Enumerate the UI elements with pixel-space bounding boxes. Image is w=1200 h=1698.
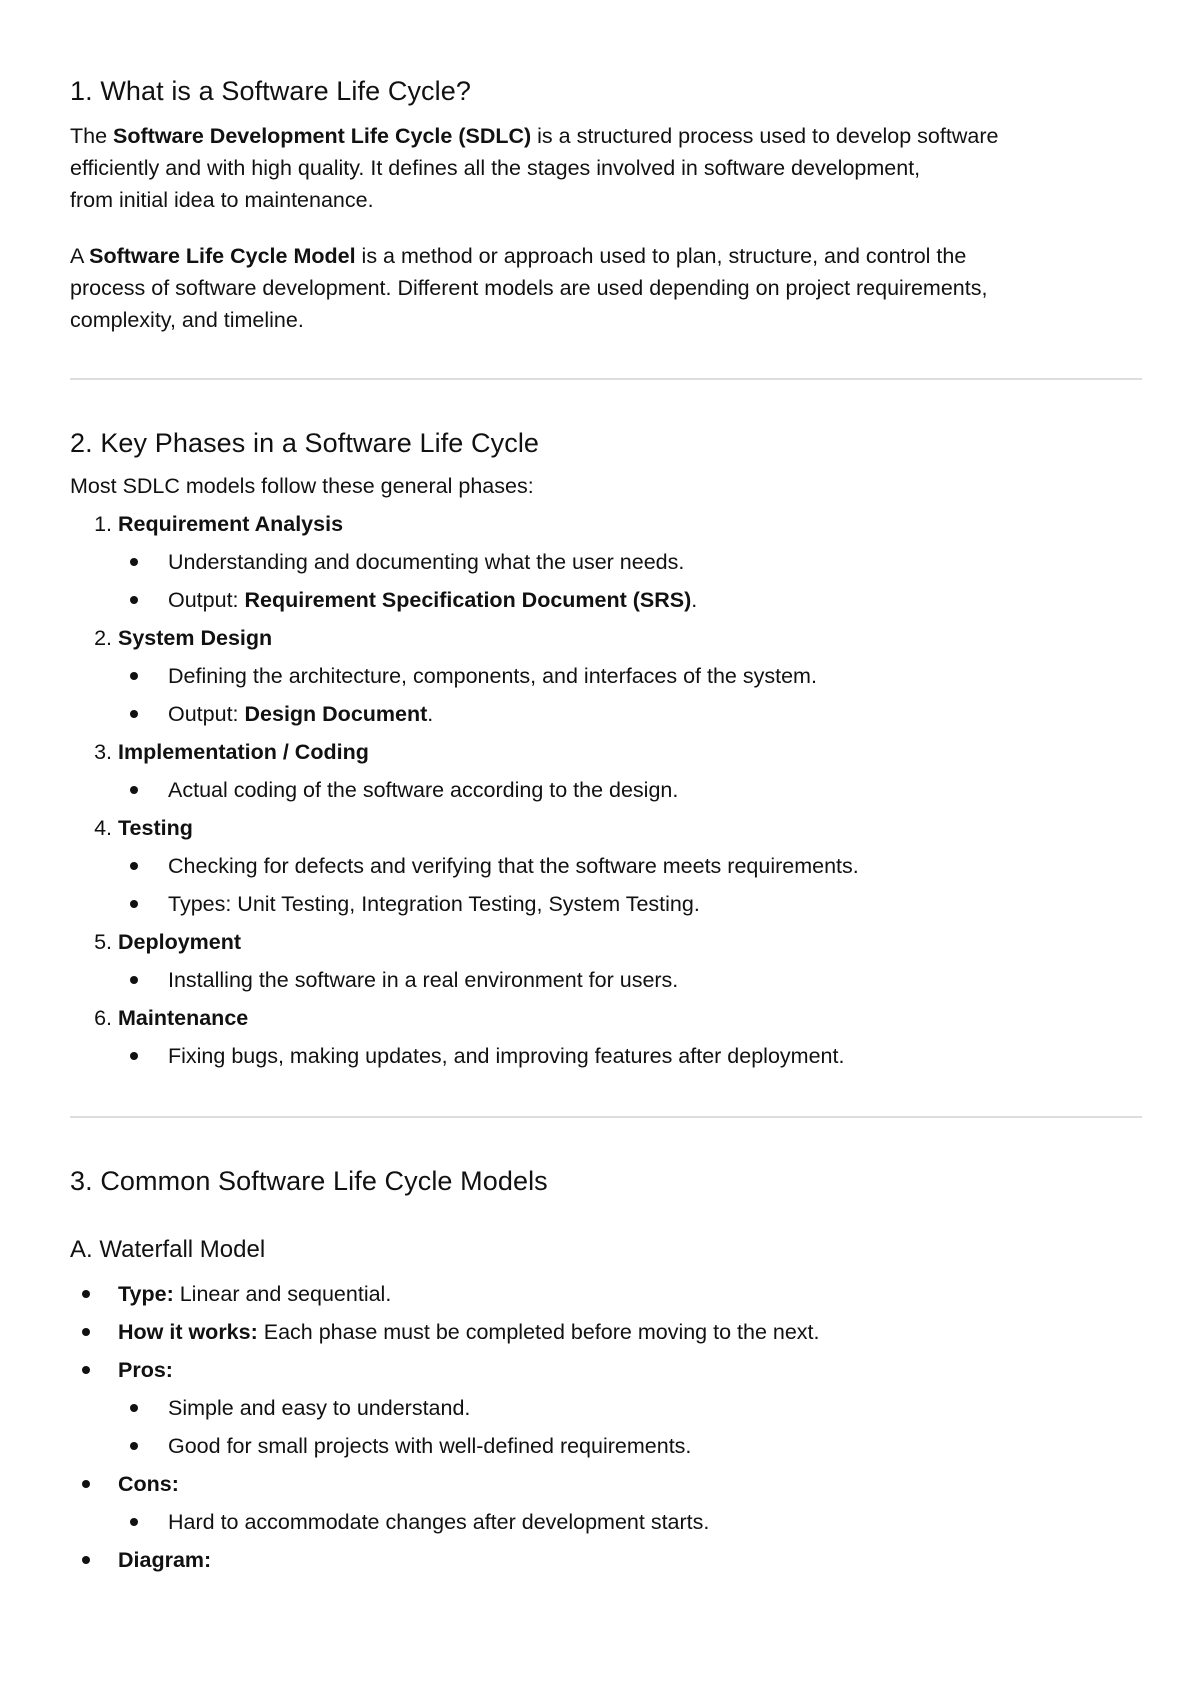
bullet-icon [130, 862, 138, 870]
bullet-icon [130, 900, 138, 908]
bullet-icon [130, 710, 138, 718]
bullet-icon [130, 1518, 138, 1526]
section-divider [70, 378, 1142, 380]
section-3-title: 3. Common Software Life Cycle Models [70, 1166, 548, 1196]
bullet-icon [82, 1480, 90, 1488]
bullet-icon [130, 976, 138, 984]
section-2-intro: Most SDLC models follow these general phases: [70, 474, 534, 498]
bullet-icon [130, 1052, 138, 1060]
bullet-icon [130, 558, 138, 566]
bullet-icon [82, 1556, 90, 1564]
bullet-icon [130, 1404, 138, 1412]
bullet-icon [82, 1290, 90, 1298]
bullet-icon [130, 672, 138, 680]
section-2-title: 2. Key Phases in a Software Life Cycle [70, 428, 540, 458]
bullet-icon [82, 1328, 90, 1336]
section-1-paragraph-1: The Software Development Life Cycle (SDLC) is a structured process used to develop software efficiently and with high quality. It defines all the stages involved in software development, from initial idea to maintenance. [70, 124, 999, 212]
bullet-icon [130, 1442, 138, 1450]
section-1-title: 1. What is a Software Life Cycle? [70, 76, 471, 106]
bullet-icon [130, 786, 138, 794]
section-divider [70, 1116, 1142, 1118]
bullet-icon [130, 596, 138, 604]
bullet-icon [82, 1366, 90, 1374]
subsection-a-title: A. Waterfall Model [70, 1236, 266, 1263]
section-1-paragraph-2: A Software Life Cycle Model is a method or approach used to plan, structure, and control the process of software development. Different models are used depending on project requirements, complexity, and timeline. [70, 244, 988, 332]
